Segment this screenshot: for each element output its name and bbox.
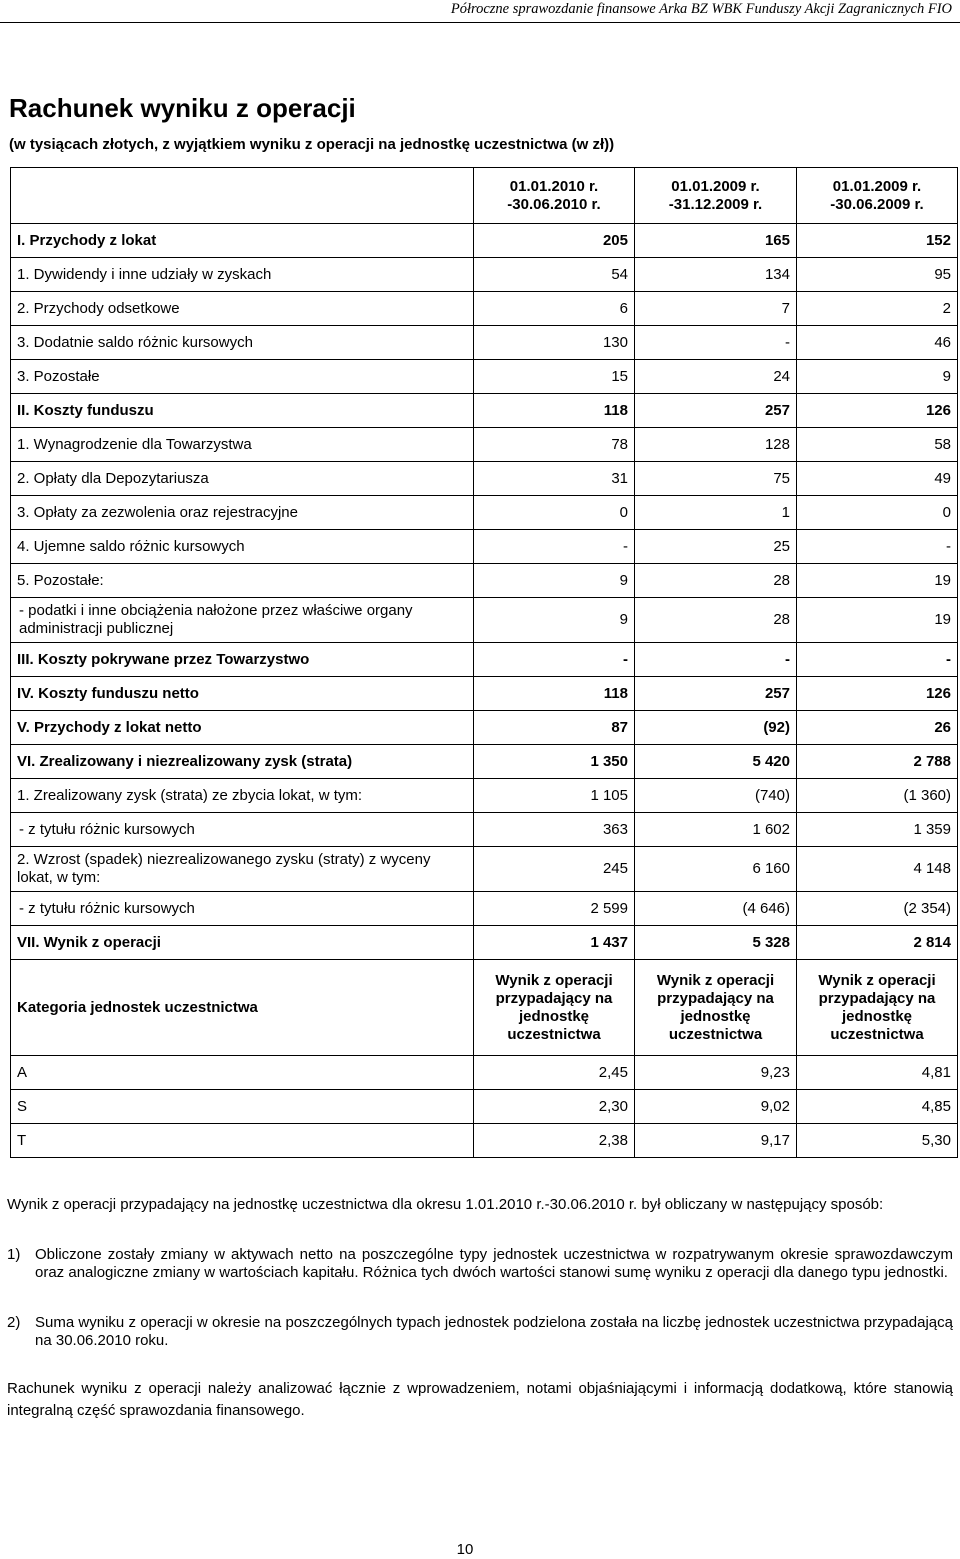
cell-value: 9,02 <box>635 1090 797 1124</box>
cell-value: 2,45 <box>474 1056 635 1090</box>
table-row <box>11 643 958 677</box>
row-label: 2. Wzrost (spadek) niezrealizowanego zysku (straty) z wyceny lokat, w tym: <box>11 847 474 892</box>
cell-value: 46 <box>797 326 958 360</box>
cell-value: 58 <box>797 428 958 462</box>
table-row <box>11 598 958 643</box>
cell-value: 49 <box>797 462 958 496</box>
cell-value: (1 360) <box>797 779 958 813</box>
cell-value: 7 <box>635 292 797 326</box>
cell-value: 2 788 <box>797 745 958 779</box>
cell-value: 134 <box>635 258 797 292</box>
cell-value: 28 <box>635 564 797 598</box>
cell-value: 0 <box>797 496 958 530</box>
table-row <box>11 428 958 462</box>
page-title: Rachunek wyniku z operacji <box>9 93 356 123</box>
table-row <box>11 564 958 598</box>
income-statement-table <box>10 167 958 1158</box>
row-label: VI. Zrealizowany i niezrealizowany zysk (strata) <box>11 745 474 779</box>
category-column-header: Wynik z operacji przypadający na jednostkę uczestnictwa <box>474 960 635 1056</box>
cell-value: 87 <box>474 711 635 745</box>
table-row <box>11 462 958 496</box>
note-item-1 <box>7 1246 953 1282</box>
cell-value: 363 <box>474 813 635 847</box>
table-row <box>11 677 958 711</box>
cell-value: 9 <box>474 598 635 643</box>
cell-value: (92) <box>635 711 797 745</box>
category-label: Kategoria jednostek uczestnictwa <box>11 960 474 1056</box>
table-row <box>11 360 958 394</box>
cell-value: - <box>797 530 958 564</box>
cell-value: - <box>635 326 797 360</box>
cell-value: 126 <box>797 394 958 428</box>
row-label: 5. Pozostałe: <box>11 564 474 598</box>
table-row <box>11 258 958 292</box>
table-row <box>11 224 958 258</box>
cell-value: 6 <box>474 292 635 326</box>
cell-value: 54 <box>474 258 635 292</box>
cell-value: 15 <box>474 360 635 394</box>
cell-value: 130 <box>474 326 635 360</box>
table-row <box>11 394 958 428</box>
cell-value: 19 <box>797 598 958 643</box>
note-number: 1) <box>7 1246 21 1263</box>
row-label: 3. Pozostałe <box>11 360 474 394</box>
cell-value: 75 <box>635 462 797 496</box>
cell-value: (4 646) <box>635 892 797 926</box>
category-column-header: Wynik z operacji przypadający na jednostkę uczestnictwa <box>797 960 958 1056</box>
category-header-row <box>11 960 958 1056</box>
table-row <box>11 745 958 779</box>
cell-value: 2,38 <box>474 1124 635 1158</box>
row-label: 1. Zrealizowany zysk (strata) ze zbycia lokat, w tym: <box>11 779 474 813</box>
row-label: 1. Wynagrodzenie dla Towarzystwa <box>11 428 474 462</box>
cell-value: 245 <box>474 847 635 892</box>
note-number: 2) <box>7 1314 21 1331</box>
running-header: Półroczne sprawozdanie finansowe Arka BZ WBK Funduszy Akcji Zagranicznych FIO <box>450 1 952 17</box>
cell-value: - <box>474 530 635 564</box>
row-label: 1. Dywidendy i inne udziały w zyskach <box>11 258 474 292</box>
cell-value: 2 814 <box>797 926 958 960</box>
table-row <box>11 496 958 530</box>
column-header-2010h1: 01.01.2010 r. -30.06.2010 r. <box>474 168 635 224</box>
row-label: VII. Wynik z operacji <box>11 926 474 960</box>
cell-value: 152 <box>797 224 958 258</box>
cell-value: 118 <box>474 677 635 711</box>
cell-value: 118 <box>474 394 635 428</box>
table-row <box>11 926 958 960</box>
cell-value: 257 <box>635 677 797 711</box>
notes-intro: Wynik z operacji przypadający na jednostkę uczestnictwa dla okresu 1.01.2010 r.-30.06.2010 r. był obliczany w następujący sposób: <box>7 1196 884 1213</box>
cell-value: 24 <box>635 360 797 394</box>
row-label: - z tytułu różnic kursowych <box>11 892 474 926</box>
cell-value: 2,30 <box>474 1090 635 1124</box>
cell-value: - <box>635 643 797 677</box>
cell-value: 2 599 <box>474 892 635 926</box>
row-label: - podatki i inne obciążenia nałożone przez właściwe organy administracji publicznej <box>11 598 474 643</box>
cell-value: 95 <box>797 258 958 292</box>
cell-value: 25 <box>635 530 797 564</box>
category-column-header: Wynik z operacji przypadający na jednostkę uczestnictwa <box>635 960 797 1056</box>
row-label: 3. Opłaty za zezwolenia oraz rejestracyjne <box>11 496 474 530</box>
header-blank-cell <box>11 168 474 224</box>
cell-value: 128 <box>635 428 797 462</box>
row-label: A <box>11 1056 474 1090</box>
page-subtitle: (w tysiącach złotych, z wyjątkiem wyniku z operacji na jednostkę uczestnictwa (w zł)) <box>9 136 615 153</box>
category-row-a <box>11 1056 958 1090</box>
cell-value: - <box>474 643 635 677</box>
row-label: 4. Ujemne saldo różnic kursowych <box>11 530 474 564</box>
table-row <box>11 292 958 326</box>
category-row-t <box>11 1124 958 1158</box>
row-label: III. Koszty pokrywane przez Towarzystwo <box>11 643 474 677</box>
row-label: - z tytułu różnic kursowych <box>11 813 474 847</box>
cell-value: 1 <box>635 496 797 530</box>
cell-value: 5 328 <box>635 926 797 960</box>
cell-value: 5 420 <box>635 745 797 779</box>
table-row <box>11 779 958 813</box>
table-row <box>11 847 958 892</box>
cell-value: 257 <box>635 394 797 428</box>
page-number: 10 <box>456 1541 474 1558</box>
row-label: T <box>11 1124 474 1158</box>
cell-value: 0 <box>474 496 635 530</box>
cell-value: 205 <box>474 224 635 258</box>
table-row <box>11 326 958 360</box>
cell-value: 4,85 <box>797 1090 958 1124</box>
cell-value: 165 <box>635 224 797 258</box>
cell-value: 5,30 <box>797 1124 958 1158</box>
cell-value: 4,81 <box>797 1056 958 1090</box>
table-row <box>11 813 958 847</box>
cell-value: 1 437 <box>474 926 635 960</box>
row-label: II. Koszty funduszu <box>11 394 474 428</box>
category-row-s <box>11 1090 958 1124</box>
cell-value: 2 <box>797 292 958 326</box>
row-label: 2. Przychody odsetkowe <box>11 292 474 326</box>
cell-value: (2 354) <box>797 892 958 926</box>
cell-value: (740) <box>635 779 797 813</box>
cell-value: 31 <box>474 462 635 496</box>
cell-value: 9,23 <box>635 1056 797 1090</box>
row-label: S <box>11 1090 474 1124</box>
table-row <box>11 530 958 564</box>
cell-value: 9 <box>797 360 958 394</box>
cell-value: - <box>797 643 958 677</box>
row-label: I. Przychody z lokat <box>11 224 474 258</box>
table-row <box>11 892 958 926</box>
cell-value: 1 359 <box>797 813 958 847</box>
cell-value: 19 <box>797 564 958 598</box>
column-header-2009h1: 01.01.2009 r. -30.06.2009 r. <box>797 168 958 224</box>
column-header-2009fy: 01.01.2009 r. -31.12.2009 r. <box>635 168 797 224</box>
cell-value: 1 350 <box>474 745 635 779</box>
header-divider <box>0 22 960 23</box>
row-label: 3. Dodatnie saldo różnic kursowych <box>11 326 474 360</box>
cell-value: 1 602 <box>635 813 797 847</box>
row-label: V. Przychody z lokat netto <box>11 711 474 745</box>
cell-value: 126 <box>797 677 958 711</box>
note-text: Obliczone zostały zmiany w aktywach netto na poszczególne typy jednostek uczestnictwa w rozpatrywanym okresie sprawozdawczym oraz analogiczne zmiany w wartościach kapitału. Różnica tych dwóch wartości stanowi sumę wyniku z operacji dla danego typu jednostki. <box>35 1246 953 1281</box>
table-header-row <box>11 168 958 224</box>
cell-value: 1 105 <box>474 779 635 813</box>
cell-value: 6 160 <box>635 847 797 892</box>
cell-value: 9,17 <box>635 1124 797 1158</box>
row-label: IV. Koszty funduszu netto <box>11 677 474 711</box>
cell-value: 9 <box>474 564 635 598</box>
note-text: Suma wyniku z operacji w okresie na poszczególnych typach jednostek podzielona została na liczbę jednostek uczestnictwa przypadającą na 30.06.2010 roku. <box>35 1314 953 1349</box>
table-row <box>11 711 958 745</box>
cell-value: 78 <box>474 428 635 462</box>
cell-value: 28 <box>635 598 797 643</box>
cell-value: 4 148 <box>797 847 958 892</box>
closing-paragraph: Rachunek wyniku z operacji należy analizować łącznie z wprowadzeniem, notami objaśniającymi i informacją dodatkową, które stanowią integralną część sprawozdania finansowego. <box>7 1380 953 1419</box>
row-label: 2. Opłaty dla Depozytariusza <box>11 462 474 496</box>
note-item-2 <box>7 1314 953 1350</box>
cell-value: 26 <box>797 711 958 745</box>
